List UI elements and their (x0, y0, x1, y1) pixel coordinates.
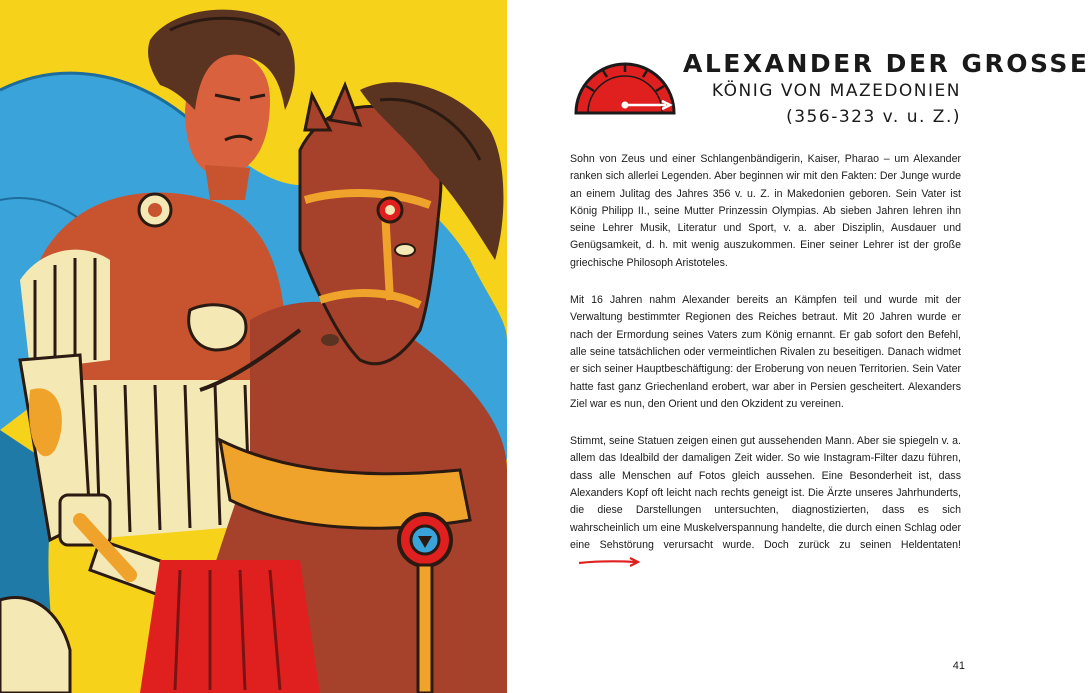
page-subtitle: KÖNIG VON MAZEDONIEN (711, 81, 961, 101)
alexander-on-horse-illustration (0, 0, 507, 693)
page-title: ALEXANDER DER GROSSE (683, 49, 1089, 78)
paragraph-3 (570, 433, 961, 571)
paragraph-2: Mit 16 Jahren nahm Alexander bereits an Kämpfen teil und wurde mit der Verwaltung bestimmter Regionen des Reiches betraut. Mit 20 Jahren wurde er nach der Ermordung seines Vaters zum König ernannt. Er gab sofort den Befehl, alle seine tatsächlichen oder vermeintlichen Rivalen zu beseitigen. Danach widmet er sich seiner Hauptbeschäftigung: der Eroberung von neuen Territorien. Sein Vater hatte fast ganz Griechenland erobert, war aber in Persien gescheitert. Alexanders Ziel war es nun, den Orient und den Okzident zu vereinen. (570, 294, 961, 410)
red-arrow-right-icon (578, 557, 640, 567)
article-body (570, 151, 961, 592)
page-number: 41 (952, 660, 965, 672)
paragraph-1: Sohn von Zeus und einer Schlangenbändigerin, Kaiser, Pharao – um Alexander ranken sich allerlei Legenden. Aber beginnen wir mit den Fakten: Der Junge wurde an einem Julitag des Jahres 356 v. u. Z. in Makedonien geboren. Sein Vater ist König Philipp II., seine Mutter Prinzessin Olympias. Ab sieben Jahren lehren ihn seine Lehrer Musik, Literatur und Sport, v. a. aber Disziplin, Ausdauer und Genügsamkeit, d. h. mit wenig auszukommen. Einer seiner Lehrer ist der große griechische Philosoph Aristoteles. (570, 153, 961, 269)
life-years: (356-323 v. u. Z.) (786, 107, 961, 127)
paragraph-3-text: Stimmt, seine Statuen zeigen einen gut aussehenden Mann. Aber sie spiegeln v. a. allem das Idealbild der damaligen Zeit wider. So wie Instagram-Filter dazu führen, dass alle Menschen auf Fotos gleich aussehen. Eine Besonderheit ist, dass Alexanders Kopf oft leicht nach rechts geneigt ist. Die Ärzte unseres Jahrhunderts, die diese Darstellungen untersuchten, diagnostizierten, dass es sich wahrscheinlich um eine Muskelverspannung handelte, die durch einen Schlag oder eine Sehstörung verursacht wurde. Doch zurück zu seinen Heldentaten! (570, 435, 961, 551)
speedometer-gauge-icon (570, 53, 680, 117)
illustration-page (0, 0, 507, 693)
text-page (507, 0, 1089, 693)
